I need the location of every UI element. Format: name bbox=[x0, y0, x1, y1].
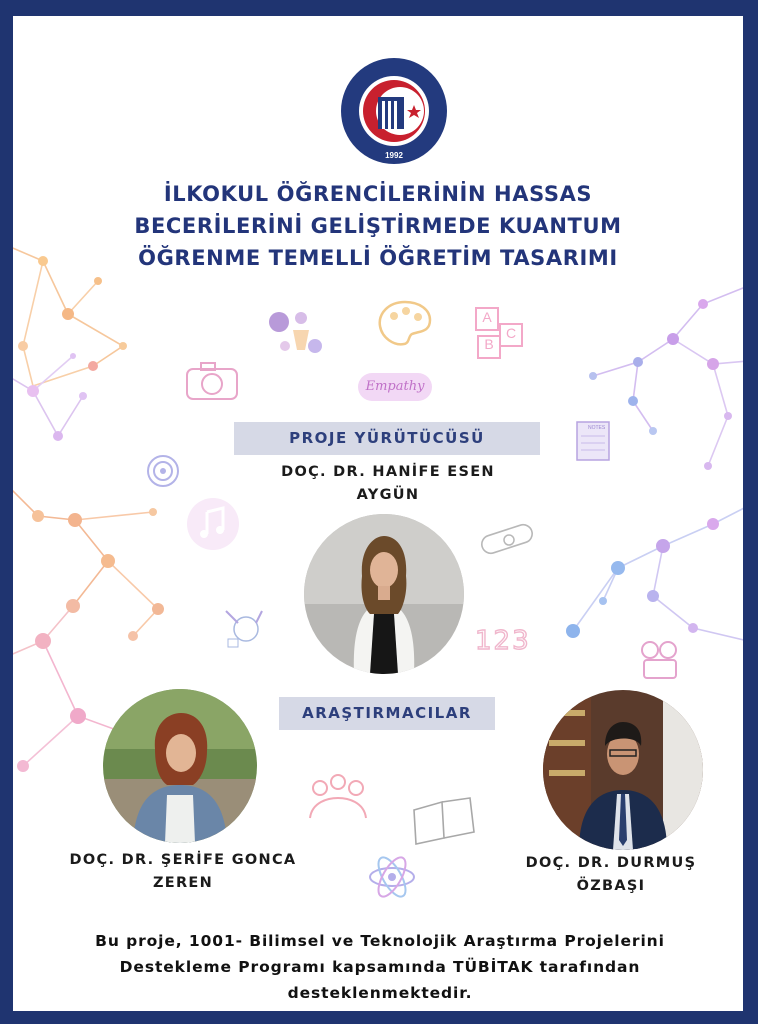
researcher-left-name bbox=[33, 849, 333, 895]
researcher-right-portrait bbox=[543, 690, 703, 850]
block-c-label: C bbox=[505, 325, 517, 341]
university-logo bbox=[340, 57, 448, 165]
maze-icon bbox=[143, 451, 183, 491]
researcher-left-name-line-2: ZEREN bbox=[152, 875, 214, 891]
funding-line-2: Destekleme Programı kapsamında TÜBİTAK tarafından bbox=[119, 958, 641, 976]
atom-icon bbox=[366, 851, 418, 903]
researcher-right-name-line-1: DOÇ. DR. DURMUŞ bbox=[525, 855, 697, 871]
open-book-icon bbox=[408, 792, 482, 848]
executive-name-line-2: AYGÜN bbox=[356, 487, 420, 503]
science-icon bbox=[265, 306, 325, 361]
researcher-right-name bbox=[491, 852, 731, 898]
poster-page bbox=[13, 16, 743, 1011]
projector-icon bbox=[636, 636, 686, 686]
project-executive-heading: PROJE YÜRÜTÜCÜSÜ bbox=[234, 422, 540, 455]
notes-label: NOTES bbox=[588, 425, 606, 431]
researcher-left-portrait bbox=[103, 689, 257, 843]
logo-year: 1992 bbox=[385, 151, 403, 160]
block-a-label: A bbox=[482, 309, 492, 325]
title-line-2: BECERİLERİNİ GELİŞTİRMEDE KUANTUM bbox=[134, 214, 622, 238]
funding-statement bbox=[35, 928, 725, 1006]
title-line-3: ÖĞRENME TEMELLİ ÖĞRETİM TASARIMI bbox=[138, 246, 618, 270]
title-line-1: İLKOKUL ÖĞRENCİLERİNİN HASSAS bbox=[163, 182, 593, 206]
camera-icon bbox=[183, 359, 241, 403]
diploma-icon bbox=[475, 516, 541, 562]
researchers-heading: ARAŞTIRMACILAR bbox=[279, 697, 495, 730]
researcher-left-name-line-1: DOÇ. DR. ŞERİFE GONCA bbox=[69, 852, 297, 868]
researcher-right-name-line-2: ÖZBAŞI bbox=[576, 878, 646, 894]
numbers-icon: 123 bbox=[475, 626, 531, 656]
executive-portrait bbox=[304, 514, 464, 674]
executive-name-line-1: DOÇ. DR. HANİFE ESEN bbox=[281, 464, 495, 480]
funding-line-1: Bu proje, 1001- Bilimsel ve Teknolojik Araştırma Projelerini bbox=[95, 932, 665, 950]
palette-icon bbox=[376, 298, 434, 350]
executive-name bbox=[213, 461, 563, 507]
notes-icon bbox=[571, 416, 615, 464]
poster-title bbox=[53, 178, 703, 274]
school-supplies-icon bbox=[218, 601, 274, 653]
block-b-label: B bbox=[484, 336, 494, 352]
funding-line-3: desteklenmektedir. bbox=[287, 984, 473, 1002]
friendship-icon bbox=[306, 768, 370, 828]
empathy-badge: Empathy bbox=[358, 373, 432, 401]
